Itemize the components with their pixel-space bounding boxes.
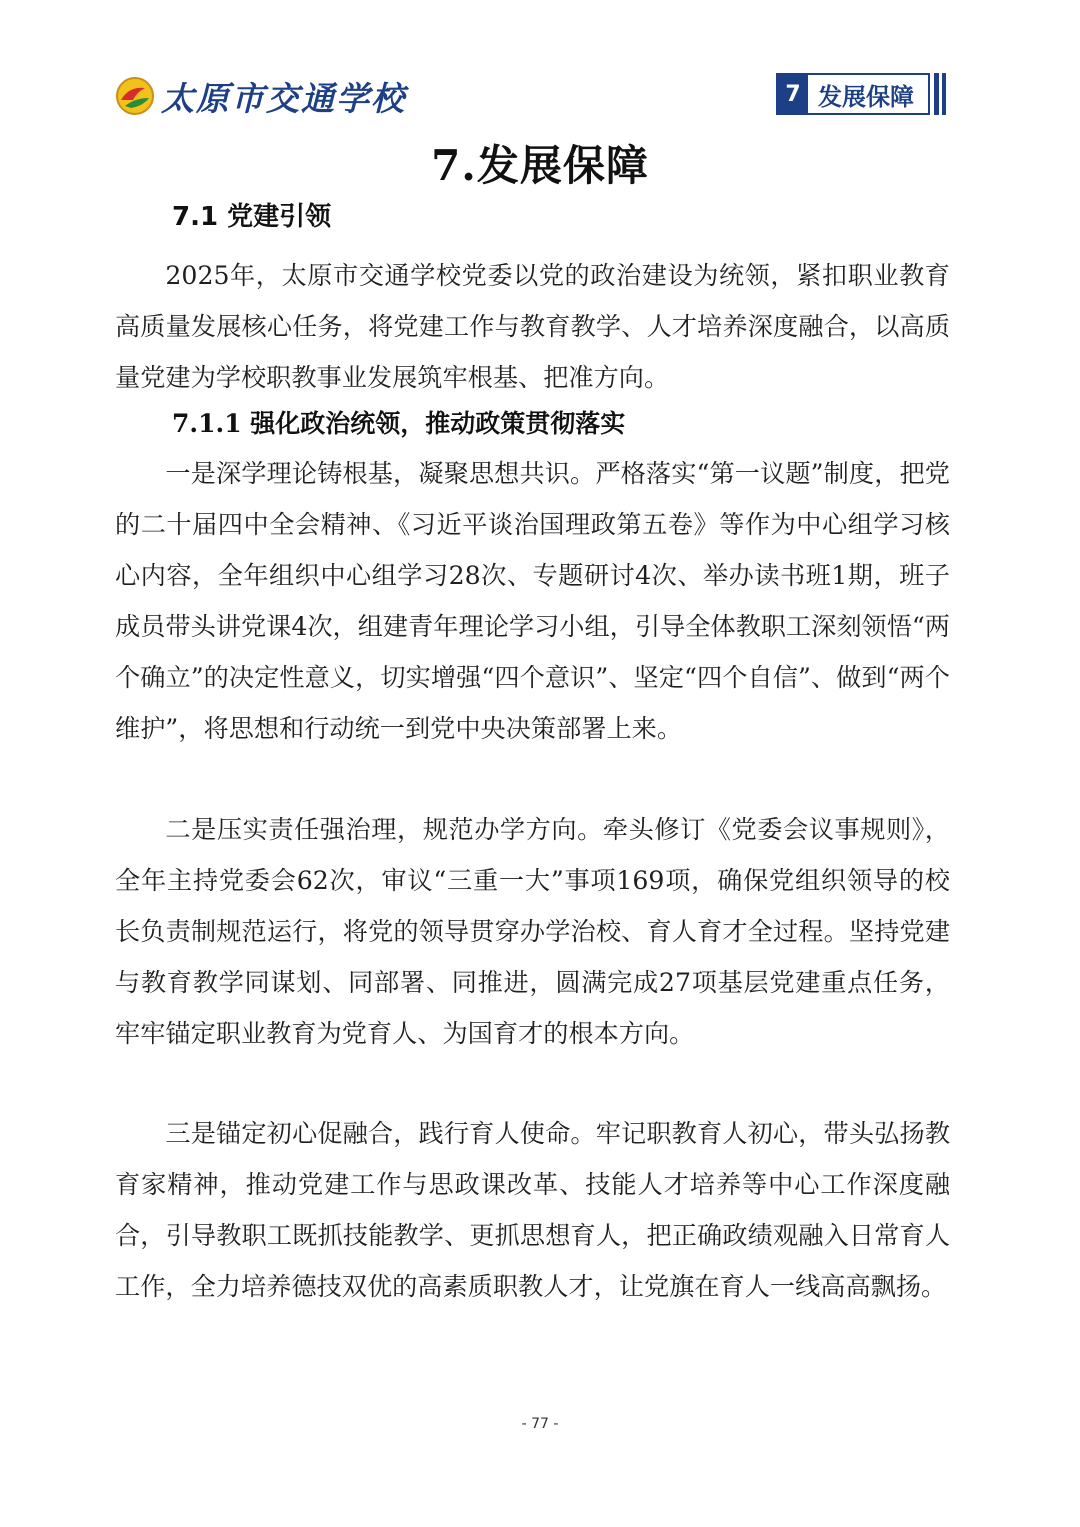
school-emblem-icon	[115, 76, 155, 116]
intro-paragraph: 2025年，太原市交通学校党委以党的政治建设为统领，紧扣职业教育高质量发展核心任务，将党建工作与教育教学、人才培养深度融合，以高质量党建为学校职教事业发展筑牢根基、把准方向。	[115, 261, 950, 392]
chapter-badge-frame	[776, 73, 930, 115]
body-paragraph: 一是深学理论铸根基，凝聚思想共识。严格落实“第一议题”制度，把党的二十届四中全会精神、《习近平谈治国理政第五卷》等作为中心组学习核心内容，全年组织中心组学习28次、专题研讨4次、举办读书班1期，班子成员带头讲党课4次，组建青年理论学习小组，引导全体教职工深刻领悟“两个确立”的决定性意义，切实增强“四个意识”、坚定“四个自信”、做到“两个维护”，将思想和行动统一到党中央决策部署上来。	[115, 459, 950, 743]
chapter-badge	[776, 73, 946, 115]
page-title: 7.发展保障	[431, 141, 649, 190]
body-paragraph: 二是压实责任强治理，规范办学方向。牵头修订《党委会议事规则》，全年主持党委会62次，审议“三重一大”事项169项，确保党组织领导的校长负责制规范运行，将党的领导贯穿办学治校、育人育才全过程。坚持党建与教育教学同谋划、同部署、同推进，圆满完成27项基层党建重点任务，牢牢锚定职业教育为党育人、为国育才的根本方向。	[115, 815, 950, 1048]
chapter-title: 发展保障	[818, 82, 914, 111]
badge-decoration-bar	[942, 73, 946, 115]
page-number: - 77 -	[521, 1416, 559, 1432]
badge-decoration-bar	[934, 73, 939, 115]
school-logo	[115, 74, 406, 118]
subsection-heading: 7.1.1 强化政治统领，推动政策贯彻落实	[172, 409, 626, 438]
body-paragraph: 三是锚定初心促融合，践行育人使命。牢记职教育人初心，带头弘扬教育家精神，推动党建工作与思政课改革、技能人才培养等中心工作深度融合，引导教职工既抓技能教学、更抓思想育人，把正确政绩观融入日常育人工作，全力培养德技双优的高素质职教人才，让党旗在育人一线高高飘扬。	[115, 1119, 950, 1301]
chapter-number: 7	[778, 75, 808, 113]
section-heading: 7.1 党建引领	[172, 202, 332, 232]
school-name: 太原市交通学校	[161, 78, 406, 118]
